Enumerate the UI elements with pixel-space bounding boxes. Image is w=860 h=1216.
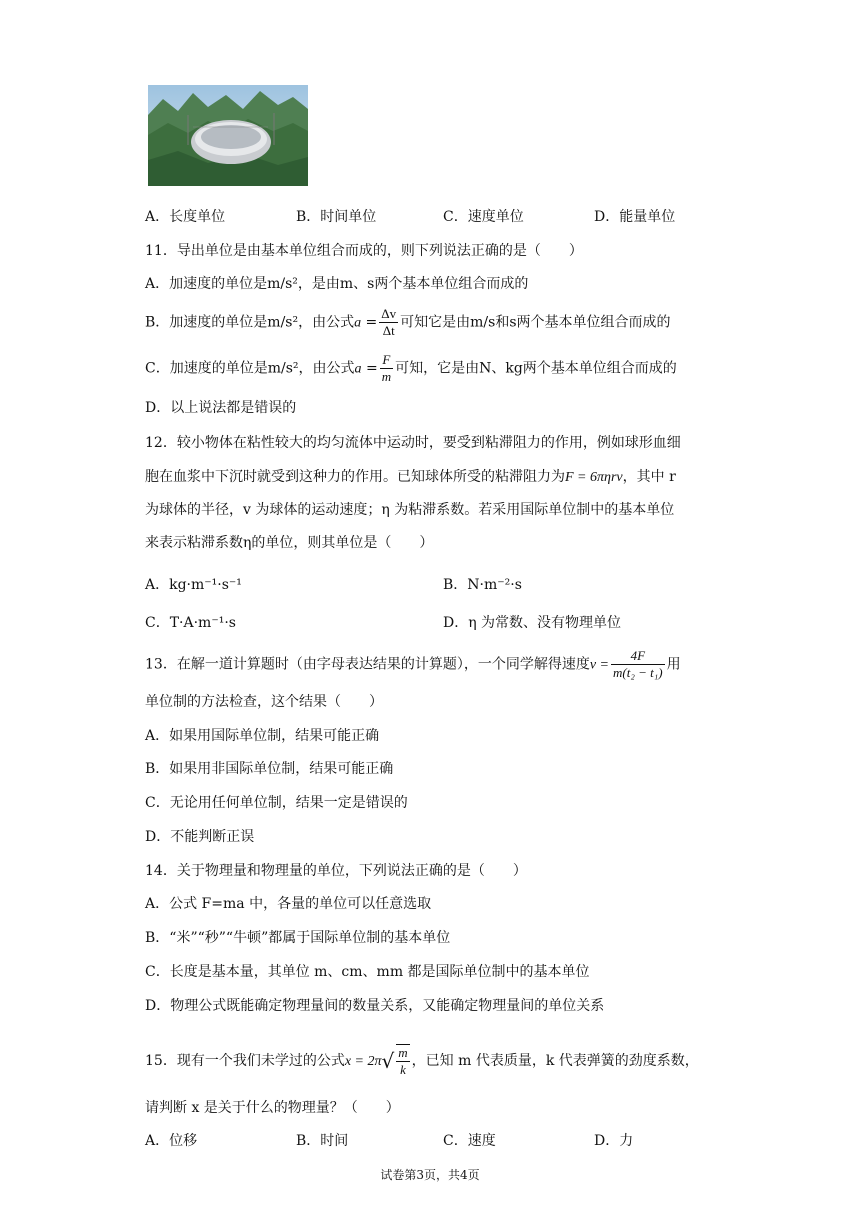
q15-num: m (398, 1045, 408, 1060)
q13-option-b: B．如果用非国际单位制，结果可能正确 (145, 761, 394, 777)
q15-den: k (400, 1062, 406, 1077)
q12-option-a: A．kg·m⁻¹·s⁻¹ (145, 577, 242, 593)
q11-c-post: 可知，它是由N、kg两个基本单位组合而成的 (395, 360, 677, 377)
sqrt-icon: √ (381, 1049, 395, 1073)
q10-option-b: B．时间单位 (296, 209, 377, 225)
q11-option-b: B．加速度的单位是m/s²，由公式a = $\frac{\Delta v}{\Delta t}$ 可知它是由m/s和s两个基本单位组合而成的 (145, 306, 671, 338)
q15-formula-lhs: x = 2π (344, 1054, 382, 1069)
q11-stem: 11．导出单位是由基本单位组合而成的，则下列说法正确的是（ ） (145, 243, 583, 259)
q13-option-a: A．如果用国际单位制，结果可能正确 (145, 728, 380, 744)
q13-den: m(t₂ − t₁) (613, 665, 663, 680)
q11-c-den: m (381, 369, 392, 384)
q12-drag-formula: F = 6πηrv (565, 470, 623, 485)
q15-option-c: C．速度 (443, 1133, 496, 1149)
q15-l1-post: ，已知 m 代表质量，k 代表弹簧的劲度系数， (411, 1053, 699, 1069)
q15-line-2: 请判断 x 是关于什么的物理量？（ ） (145, 1100, 400, 1116)
q13-option-c: C．无论用任何单位制，结果一定是错误的 (145, 795, 408, 811)
q10-option-d: D．能量单位 (594, 209, 676, 225)
q11-c-num: F (380, 352, 393, 369)
q12-option-b: B．N·m⁻²·s (443, 577, 522, 593)
q13-line-1 (145, 648, 681, 681)
telescope-photo (148, 85, 308, 186)
q13-fraction (611, 648, 665, 681)
q10-option-c: C．速度单位 (443, 209, 524, 225)
q14-option-a: A．公式 F=ma 中，各量的单位可以任意选取 (145, 896, 432, 912)
q13-line-2: 单位制的方法检查，这个结果（ ） (145, 694, 383, 710)
q12-line-1: 12．较小物体在粘性较大的均匀流体中运动时，要受到粘滞阻力的作用，例如球形血细 (145, 435, 681, 451)
q14-option-c: C．长度是基本量，其单位 m、cm、mm 都是国际单位制中的基本单位 (145, 964, 590, 980)
q11-option-d: D．以上说法都是错误的 (145, 400, 297, 416)
q11-b-pre: B．加速度的单位是m/s²，由公式 (145, 314, 355, 331)
q11-option-a: A．加速度的单位是m/s²，是由m、s两个基本单位组合而成的 (145, 276, 529, 292)
q10-option-a: A．长度单位 (145, 209, 226, 225)
q12-l2-post: ，其中 r (622, 469, 676, 485)
q11-c-fraction (380, 352, 393, 385)
q12-option-c: C．T·A·m⁻¹·s (145, 615, 236, 631)
q14-stem: 14．关于物理量和物理量的单位，下列说法正确的是（ ） (145, 863, 527, 879)
q15-option-a: A．位移 (145, 1133, 198, 1149)
q15-l1-pre: 15．现有一个我们未学过的公式 (145, 1053, 345, 1069)
q11-b-num: Δv (381, 306, 397, 321)
q12-option-d: D．η 为常数、没有物理单位 (443, 615, 622, 631)
q13-formula-lhs: v = (589, 657, 609, 673)
q11-c-pre: C．加速度的单位是m/s²，由公式 (145, 360, 355, 377)
page-footer: 试卷第3页，共4页 (380, 1168, 480, 1182)
q14-option-b: B．“米”“秒”“牛顿”都属于国际单位制的基本单位 (145, 930, 451, 946)
q11-b-post: 可知它是由m/s和s两个基本单位组合而成的 (400, 314, 671, 331)
q15-fraction (396, 1044, 409, 1078)
q15-option-b: B．时间 (296, 1133, 349, 1149)
q13-num: 4F (611, 648, 665, 665)
q11-b-den: Δt (382, 323, 395, 338)
q12-line-4: 来表示粘滞系数η的单位，则其单位是（ ） (145, 535, 434, 551)
q14-option-d: D．物理公式既能确定物理量间的数量关系，又能确定物理量间的单位关系 (145, 998, 605, 1014)
q15-line-1 (145, 1044, 699, 1078)
q12-line-2 (145, 467, 676, 488)
fast-telescope-photo (148, 85, 308, 186)
q12-line-3: 为球体的半径，v 为球体的运动速度；η 为粘滞系数。若采用国际单位制中的基本单位 (145, 502, 675, 518)
q15-option-d: D．力 (594, 1133, 634, 1149)
q13-l1-pre: 13．在解一道计算题时（由字母表达结果的计算题），一个同学解得速度 (145, 656, 590, 673)
q11-b-fraction (379, 306, 398, 339)
q13-option-d: D．不能判断正误 (145, 829, 255, 845)
q11-option-c: C．加速度的单位是m/s²，由公式a = $\frac{F}{m}$ 可知，它是由N、kg两个基本单位组合而成的 (145, 352, 677, 384)
q12-l2-pre: 胞在血浆中下沉时就受到这种力的作用。已知球体所受的粘滞阻力为 (145, 469, 565, 485)
q13-l1-post: 用 (666, 656, 681, 673)
